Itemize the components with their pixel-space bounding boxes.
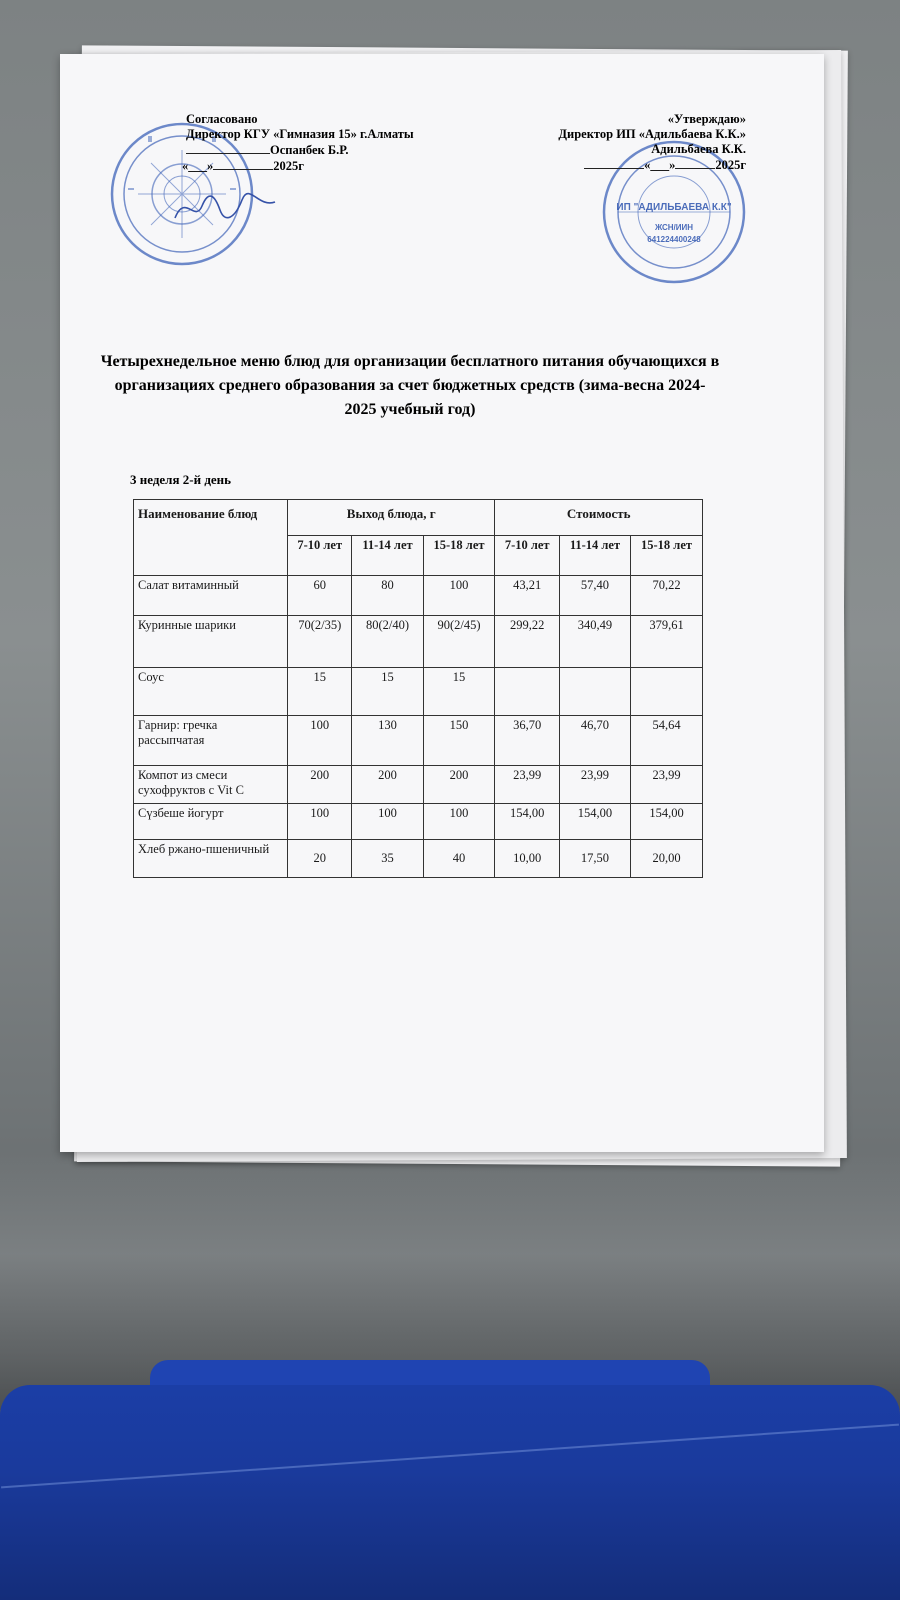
right-date-day: «___» [644,158,676,172]
seal-id-number: 641224400248 [647,235,701,244]
output-cell: 200 [352,766,423,804]
right-signer-name: Адильбаева К.К. [651,142,746,156]
approved-label: «Утверждаю» [667,112,746,126]
output-cell: 100 [423,576,495,616]
cost-cell [559,668,630,716]
dish-name: Салат витаминный [134,576,288,616]
seal-id-label: ЖСН/ИИН [654,223,694,232]
output-cell: 200 [423,766,495,804]
output-cell: 100 [288,716,352,766]
cost-cell: 154,00 [631,804,703,840]
output-cell: 70(2/35) [288,616,352,668]
cost-cell: 46,70 [559,716,630,766]
cost-cell: 340,49 [559,616,630,668]
table-row [134,840,703,878]
table-row [134,804,703,840]
cost-cell [631,668,703,716]
document-title: Четырехнедельное меню блюд для организации бесплатного питания обучающихся в организациях среднего образования за счет бюджетных средств (зима-весна 2024-2025 учебный год) [100,353,720,418]
output-cell: 80 [352,576,423,616]
table-row [134,766,703,804]
cost-cell: 379,61 [631,616,703,668]
age-header: 15-18 лет [423,536,495,576]
blue-tray [0,1385,900,1600]
right-seal-text [600,202,748,246]
output-cell: 15 [288,668,352,716]
right-date-line [675,157,715,169]
cost-cell: 17,50 [559,840,630,878]
signature-left [170,188,280,228]
left-date-day: «___» [182,159,214,173]
cost-cell: 154,00 [495,804,559,840]
output-cell: 60 [288,576,352,616]
cost-cell [495,668,559,716]
cost-cell: 43,21 [495,576,559,616]
cost-cell: 70,22 [631,576,703,616]
output-cell: 90(2/45) [423,616,495,668]
cost-cell: 36,70 [495,716,559,766]
cost-cell: 154,00 [559,804,630,840]
dish-name: Компот из смеси сухофруктов с Vit C [134,766,288,804]
dish-name: Сүзбеше йогурт [134,804,288,840]
dish-name: Гарнир: гречка рассыпчатая [134,716,288,766]
age-header: 7-10 лет [495,536,559,576]
table-row [134,716,703,766]
agreed-label: Согласовано [186,112,258,126]
dish-name: Соус [134,668,288,716]
age-header: 7-10 лет [288,536,352,576]
cost-cell: 23,99 [559,766,630,804]
output-cell: 100 [288,804,352,840]
week-day-label: 3 неделя 2-й день [130,472,232,487]
left-date-year: 2025г [273,159,304,173]
menu-table [133,499,703,878]
cost-cell: 10,00 [495,840,559,878]
seal-company-name: ИП "АДИЛЬБАЕВА К.К" [616,202,732,213]
cost-cell: 23,99 [631,766,703,804]
output-cell: 20 [288,840,352,878]
col-header-cost: Стоимость [495,500,703,536]
cost-cell: 57,40 [559,576,630,616]
right-date-year: 2025г [715,158,746,172]
left-director-line: Директор КГУ «Гимназия 15» г.Алматы [186,127,414,141]
output-cell: 150 [423,716,495,766]
dish-name: Куринные шарики [134,616,288,668]
cost-cell: 299,22 [495,616,559,668]
output-cell: 15 [423,668,495,716]
approval-block-left [124,112,414,174]
output-cell: 15 [352,668,423,716]
approval-block-right [520,112,746,173]
cost-cell: 23,99 [495,766,559,804]
output-cell: 130 [352,716,423,766]
output-cell: 100 [423,804,495,840]
signature-line [186,142,270,154]
col-header-output: Выход блюда, г [288,500,495,536]
cost-cell: 20,00 [631,840,703,878]
output-cell: 80(2/40) [352,616,423,668]
left-signer-name: Оспанбек Б.Р. [270,143,349,157]
right-director-line: Директор ИП «Адильбаева К.К.» [558,127,746,141]
output-cell: 35 [352,840,423,878]
dish-name: Хлеб ржано-пшеничный [134,840,288,878]
age-header: 11-14 лет [559,536,630,576]
output-cell: 200 [288,766,352,804]
age-header: 15-18 лет [631,536,703,576]
cost-cell: 54,64 [631,716,703,766]
output-cell: 100 [352,804,423,840]
date-line [213,158,273,170]
col-header-dish-name: Наименование блюд [134,500,288,576]
age-header: 11-14 лет [352,536,423,576]
right-signature-line [584,157,644,169]
table-row [134,576,703,616]
output-cell: 40 [423,840,495,878]
table-row [134,616,703,668]
table-row [134,668,703,716]
